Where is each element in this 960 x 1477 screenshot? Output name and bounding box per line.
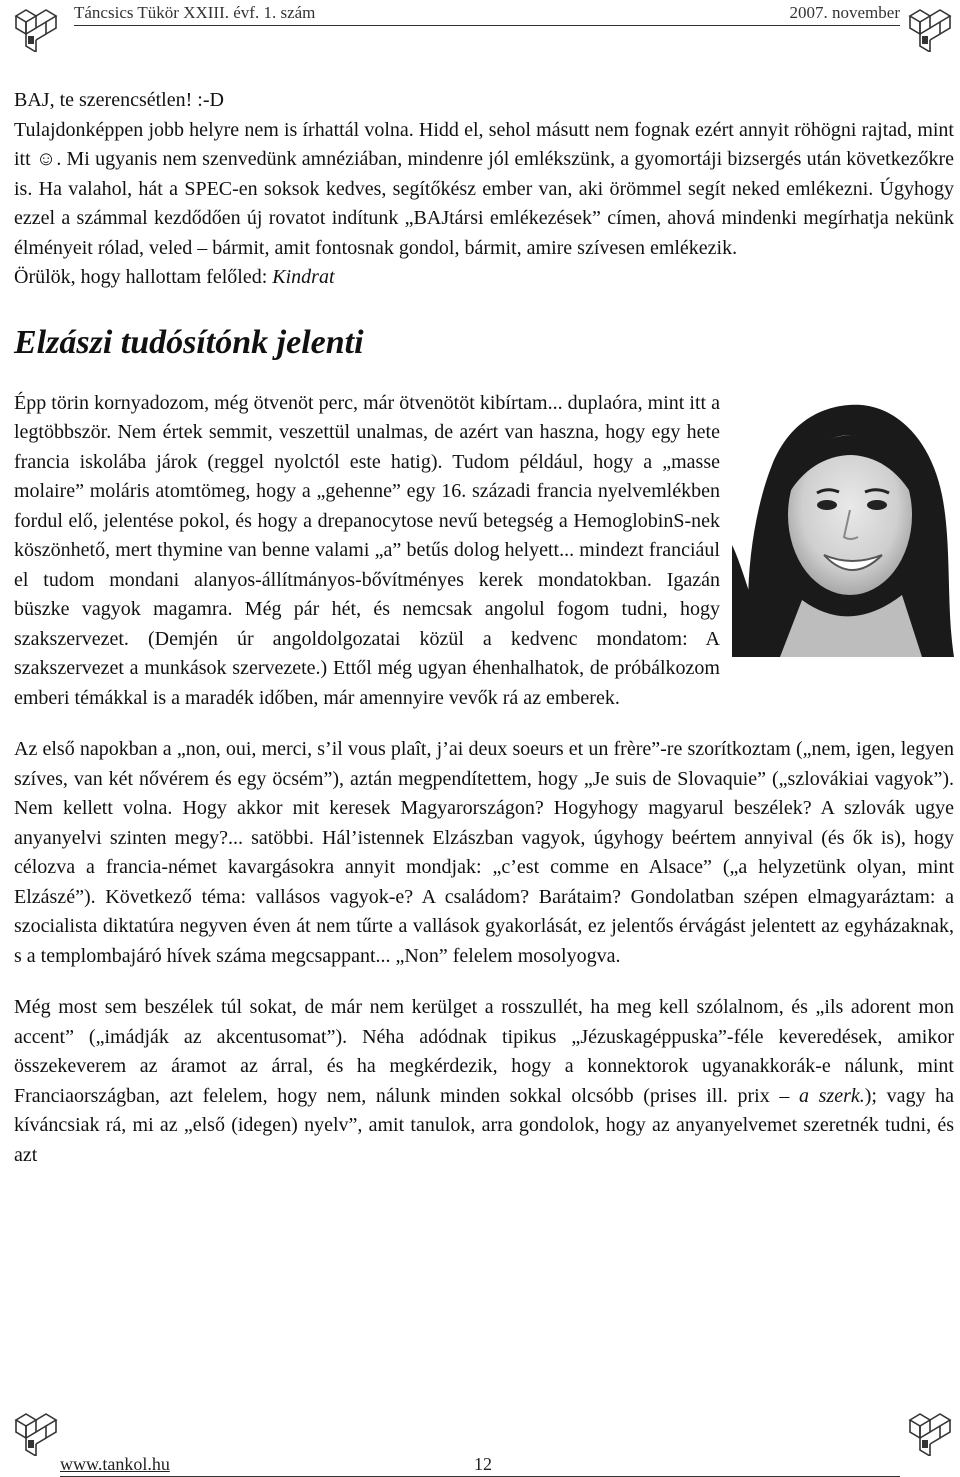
page-number: 12 [474, 1454, 492, 1474]
portrait-photo [732, 395, 954, 657]
intro-greeting: BAJ, te szerencsétlen! :-D [14, 89, 224, 111]
article-title: Elzászi tudósítónk jelenti [14, 323, 364, 361]
journal-title: Táncsics Tükör XXIII. évf. 1. szám [74, 3, 316, 22]
article-paragraph-3: Még most sem beszélek túl sokat, de már nem kerülget a rosszullét, ha meg kell szólalnom, és „ils adorent mon accent” („imádják az akcentusomat”). Néha adódnak tipikus „Jézuskagéppuska”-féle keveredések, amikor összekeverem az áramot az árral, és ha megkérdezik, hogy a konnektorok ugyanakkorák-e nálunk, mint Franciaországban, azt felelem, hogy nem, nálunk minden sokkal olcsóbb (prises ill. prix – a szerk.); vagy ha kíváncsiak rá, mi az „első (idegen) nyelv”, amit tanulok, arra gondolok, hogy az anyanyelvemet szeretnék tudni, és azt [14, 996, 954, 1166]
header-bar [74, 3, 900, 26]
intro-signature: Örülök, hogy hallottam felőled: Kindrat [14, 266, 335, 288]
puzzle-cube-icon [12, 1410, 58, 1456]
puzzle-cube-icon [906, 1410, 952, 1456]
article-paragraph-1: Épp törin kornyadozom, még ötvenöt perc, már ötvenötöt kibírtam... duplaóra, mint itt a legtöbbször. Nem értek semmit, veszettül unalmas, de azért van haszna, hogy egy hete francia iskolába járok (reggel nyolctól este hatig). Tudom például, hogy a „masse molaire” moláris atomtömeg, hogy a „gehenne” egy 16. századi francia nyelvemlékben fordul elő, jelentése pokol, és hogy a drepanocytose nevű betegség a HemoglobinS-nek köszönhető, mert thymine van benne valami „a” betűs dolog helyett... mindezt franciául el tudom mondani alanyos-állítmányos-bővítményes kerek mondatokban. Igazán büszke vagyok magamra. Még pár hét, és nemcsak angolul fogom tudni, hogy szakszervezet. (Demjén úr angoldolgozatai közül a kedvenc mondatom: A szakszervezet a munkások szervezete.) Ettől még ugyan éhenhalhatok, de próbálkozom emberi témákkal is a maradék időben, már amennyire vevők rá az emberek. [14, 391, 720, 709]
signature-name: Kindrat [272, 266, 335, 288]
page-body [14, 86, 954, 1170]
article-paragraph-2: Az első napokban a „non, oui, merci, s’il vous plaît, j’ai deux soeurs et un frère”-re szorítkoztam („nem, igen, legyen szíves, van két nővérem és egy öcsém”), aztán megpendítettem, hogy „Je suis de Slovaquie” („szlovákiai vagyok”). Nem kellett volna. Hogy akkor mit keresek Magyarországon? Hogyhogy magyarul beszélek? A szlovák ugye anyanyelvi szinten megy?... satöbbi. Hál’istennek Elzászban vagyok, úgyhogy beértem annyival (és ők is), hogy célozva a francia-német kavargásokra annyit mondjak: „c’est comme en Alsace” („a helyzetünk olyan, mint Elzászé”). Következő téma: vallásos vagyok-e? A családom? Barátaim? Gondolatban szépen elmagyaráztam: a szocialista diktatúra negyven éven át nem tűrte a vallások gyakorlását, ez jelentős érvágást jelentett az egyházaknak, s a templombajáró hívek száma megcsappant... „Non” felelem mosolyogva. [14, 738, 954, 967]
intro-paragraph: Tulajdonképpen jobb helyre nem is írhattál volna. Hidd el, sehol másutt nem fognak ezért annyit röhögni rajtad, mint itt ☺. Mi ugyanis nem szenvedünk amnéziában, mindenre jól emlékszünk, a gyomortáji bizsergés után következőkre is. Ha valahol, hát a SPEC-en soksok kedves, segítőkész ember van, aki örömmel segít neked emlékezni. Úgyhogy ezzel a számmal kezdődően új rovatot indítunk „BAJtársi emlékezések” címen, ahová mindenki megírhatja nekünk élményeit rólad, veled – bármit, amit fontosnak gondol, bármit, amire szívesen emlékezik. [14, 118, 955, 259]
puzzle-cube-icon [906, 6, 952, 52]
footer-link[interactable]: www.tankol.hu [60, 1454, 170, 1474]
puzzle-cube-icon [12, 6, 58, 52]
editor-note: a szerk. [799, 1084, 865, 1107]
page-header [0, 0, 960, 60]
page-footer [0, 1410, 960, 1477]
issue-date: 2007. november [789, 3, 900, 22]
smiley-icon: ☺ [35, 148, 57, 170]
